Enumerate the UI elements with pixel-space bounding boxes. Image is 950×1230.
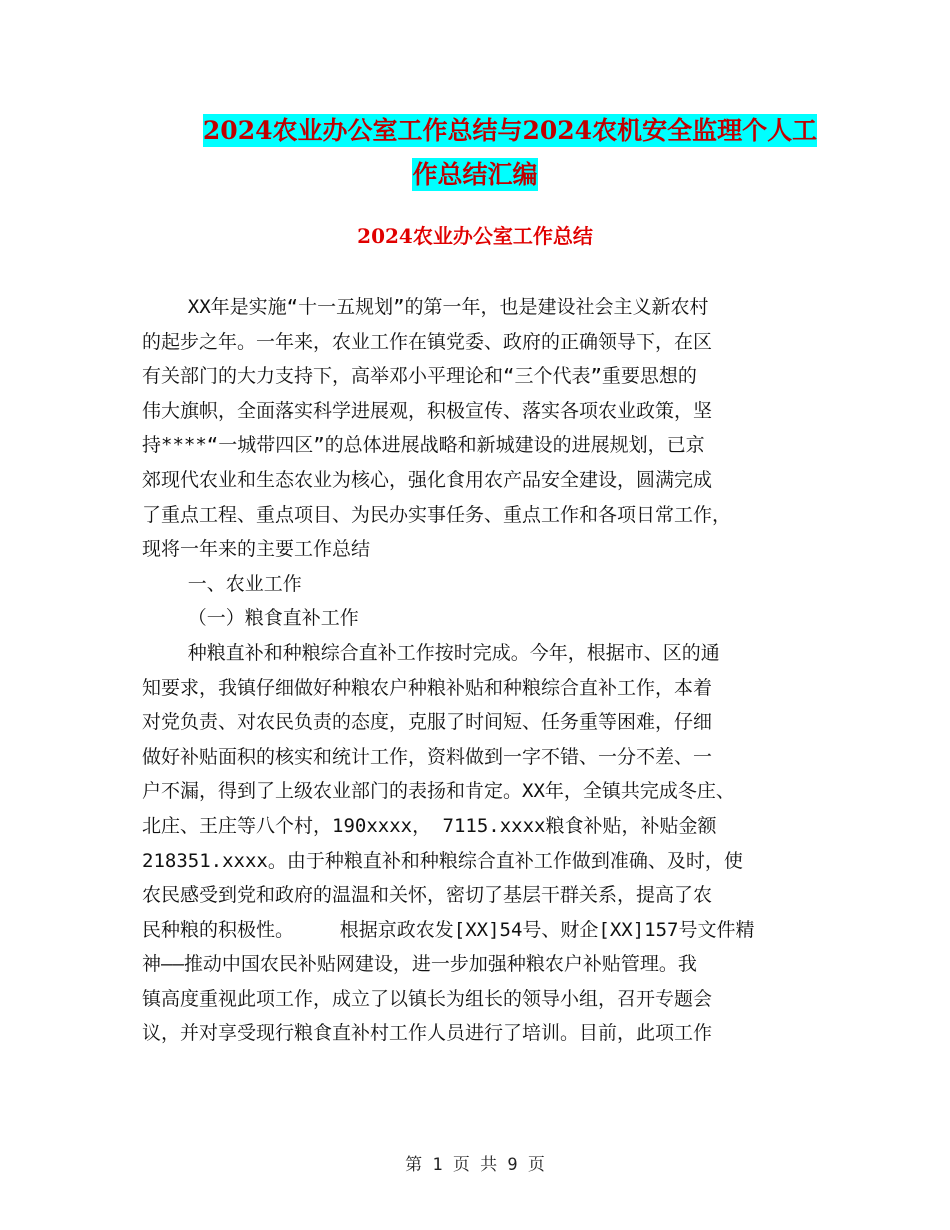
text-line: 的起步之年。一年来，农业工作在镇党委、政府的正确领导下，在区 [142,330,713,353]
text-line: 郊现代农业和生态农业为核心，强化食用农产品安全建设，圆满完成 [142,468,713,491]
text-line: 民种粮的积极性。 根据京政农发[XX]54号、财企[XX]157号文件精 [142,918,755,941]
heading-agriculture-work: 一、农业工作 [142,572,302,595]
text-line: 北庄、王庄等八个村，190xxxx， 7115.xxxx粮食补贴，补贴金额 [142,814,717,837]
text-line: 做好补贴面积的核实和统计工作，资料做到一字不错、一分不差、一 [142,745,713,768]
text-line: 户不漏，得到了上级农业部门的表扬和肯定。XX年，全镇共完成冬庄、 [142,780,735,803]
title-highlight: 作总结汇编 [412,160,538,189]
text-line: 神——推动中国农民补贴网建设，进一步加强种粮农户补贴管理。我 [142,953,697,976]
text-line: 对党负责、对农民负责的态度，克服了时间短、任务重等困难，仔细 [142,711,713,734]
text-line: 镇高度重视此项工作，成立了以镇长为组长的领导小组，召开专题会 [142,987,713,1010]
text-line: 伟大旗帜，全面落实科学进展观，积极宣传、落实各项农业政策，坚 [142,399,713,422]
text-line: 持****“一城带四区”的总体进展战略和新城建设的进展规划，已京 [142,434,705,457]
text-line: 有关部门的大力支持下，高举邓小平理论和“三个代表”重要思想的 [142,365,697,388]
document-title-line-2 [115,150,835,200]
text-line: 218351.xxxx。由于种粮直补和种粮综合直补工作做到准确、及时，使 [142,849,743,872]
text-line: 现将一年来的主要工作总结 [142,538,371,561]
section-title: 2024农业办公室工作总结 [357,224,593,248]
text-line: 种粮直补和种粮综合直补工作按时完成。今年，根据市、区的通 [142,641,720,664]
text-line: 知要求，我镇仔细做好种粮农户种粮补贴和种粮综合直补工作，本着 [142,676,713,699]
text-line: 议，并对享受现行粮食直补村工作人员进行了培训。目前，此项工作 [142,1022,713,1045]
subheading-grain-subsidy: （一）粮食直补工作 [142,607,359,630]
text-line: XX年是实施“十一五规划”的第一年，也是建设社会主义新农村 [142,296,709,318]
text-line: 了重点工程、重点项目、为民办实事任务、重点工作和各项日常工作， [142,503,732,526]
text-line: 农民感受到党和政府的温温和关怀，密切了基层干群关系，提高了农 [142,884,713,907]
page-footer: 第 1 页 共 9 页 [405,1155,545,1175]
body-text [142,290,822,1051]
title-highlight: 2024农业办公室工作总结与2024农机安全监理个人工 [202,116,818,145]
document-title-line-1 [150,106,870,156]
